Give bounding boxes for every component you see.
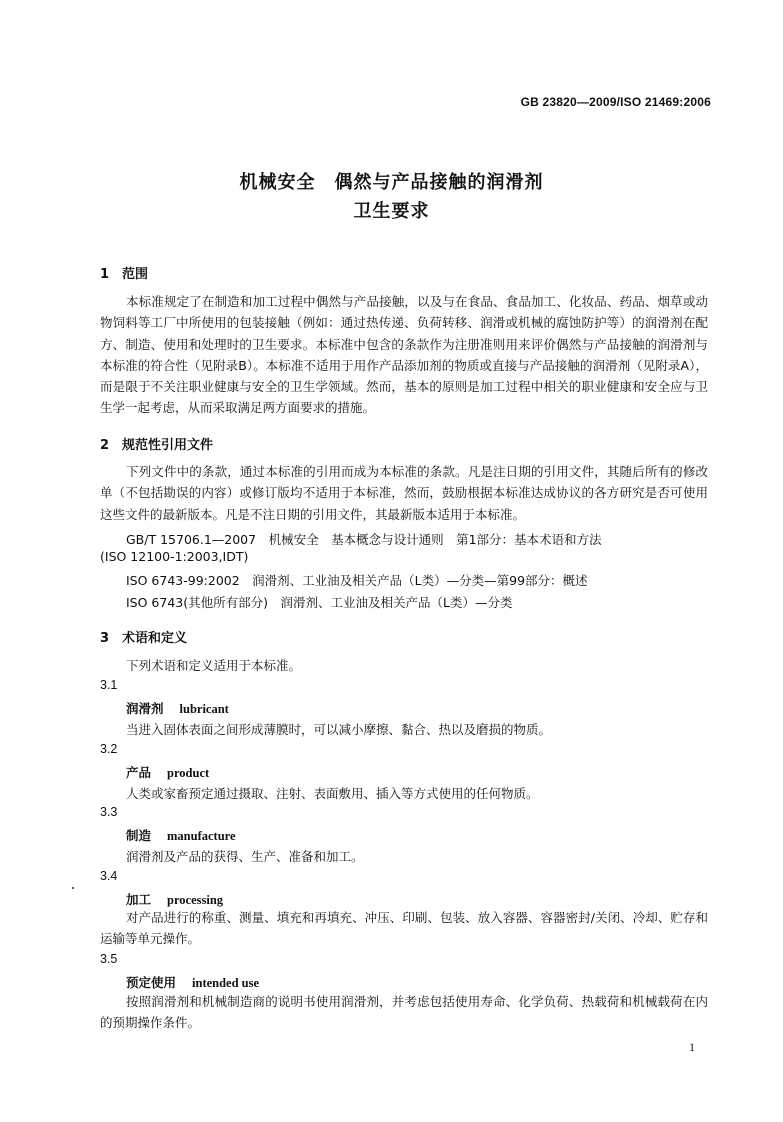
section-number: 3 xyxy=(100,631,110,646)
section-number: 1 xyxy=(100,267,110,282)
reference-item: (ISO 12100-1:2003,IDT) xyxy=(100,549,249,564)
term-heading xyxy=(126,973,259,991)
term-number: 3.3 xyxy=(100,805,118,819)
page-number: 1 xyxy=(689,1040,695,1054)
term-en: product xyxy=(167,766,210,780)
term-number: 3.4 xyxy=(100,869,118,883)
term-number: 3.1 xyxy=(100,678,118,692)
terms-intro: 下列术语和定义适用于本标准。 xyxy=(126,658,302,673)
document-title-line1: 机械安全 偶然与产品接触的润滑剂 xyxy=(239,172,544,193)
term-en: processing xyxy=(167,893,224,907)
term-en: intended use xyxy=(192,976,260,990)
reference-item: GB/T 15706.1—2007 机械安全 基本概念与设计通则 第1部分：基本术语和方法 xyxy=(126,532,602,547)
term-heading xyxy=(126,826,236,844)
scope-paragraph: 本标准规定了在制造和加工过程中偶然与产品接触，以及与在食品、食品加工、化妆品、药品、烟草或动物饲料等工厂中所使用的包装接触（例如：通过热传递、负荷转移、润滑或机械的腐蚀防护等）的润滑剂在配方、制造、使用和处理时的卫生要求。本标准中包含的条款作为注册准则用来评价偶然与产品接触的润滑剂与本标准的符合性（见附录B）。本标准不适用于用作产品添加剂的物质或直接与产品接触的润滑剂（见附录A），而是限于不关注职业健康与安全的卫生学领域。然而，基本的原则是加工过程中相关的职业健康和安全应与卫生学一起考虑，从而采取满足两方面要求的措施。 xyxy=(100,294,708,416)
reference-item: ISO 6743-99:2002 润滑剂、工业油及相关产品（L类）—分类—第99部分：概述 xyxy=(126,573,588,588)
term-definition: 按照润滑剂和机械制造商的说明书使用润滑剂，并考虑包括使用寿命、化学负荷、热载荷和机械载荷在内的预期操作条件。 xyxy=(100,994,708,1031)
document-title-line2: 卫生要求 xyxy=(353,201,430,222)
normative-paragraph: 下列文件中的条款，通过本标准的引用而成为本标准的条款。凡是注日期的引用文件，其随后所有的修改单（不包括勘误的内容）或修订版均不适用于本标准，然而，鼓励根据本标准达成协议的各方研究是否可使用这些文件的最新版本。凡是不注日期的引用文件，其最新版本适用于本标准。 xyxy=(100,464,708,522)
section-title: 范围 xyxy=(122,267,149,282)
section-number: 2 xyxy=(100,438,110,453)
section-3-heading xyxy=(100,627,187,646)
term-zh: 预定使用 xyxy=(126,975,177,990)
term-en: manufacture xyxy=(167,829,236,843)
standard-header: GB 23820—2009/ISO 21469:2006 xyxy=(520,95,711,109)
section-title: 术语和定义 xyxy=(122,631,188,646)
term-zh: 产品 xyxy=(126,765,152,780)
term-definition: 对产品进行的称重、测量、填充和再填充、冲压、印刷、包装、放入容器、容器密封/关闭、冷却、贮存和运输等单元操作。 xyxy=(100,910,708,947)
term-definition: 润滑剂及产品的获得、生产、准备和加工。 xyxy=(126,849,364,864)
term-heading xyxy=(126,699,229,717)
section-1-heading xyxy=(100,263,148,282)
reference-item: ISO 6743(其他所有部分) 润滑剂、工业油及相关产品（L类）—分类 xyxy=(126,595,513,610)
term-definition: 当进入固体表面之间形成薄膜时，可以减小摩擦、黏合、热以及磨损的物质。 xyxy=(126,722,552,737)
term-definition: 人类或家畜预定通过摄取、注射、表面敷用、插入等方式使用的任何物质。 xyxy=(126,786,539,801)
scan-speck xyxy=(72,887,74,889)
term-zh: 制造 xyxy=(126,828,152,843)
term-heading xyxy=(126,890,223,908)
section-title: 规范性引用文件 xyxy=(122,438,214,453)
term-number: 3.2 xyxy=(100,742,118,756)
term-en: lubricant xyxy=(179,702,229,716)
term-heading xyxy=(126,763,209,781)
term-number: 3.5 xyxy=(100,952,118,966)
term-zh: 加工 xyxy=(126,892,152,907)
section-2-heading xyxy=(100,434,213,453)
term-zh: 润滑剂 xyxy=(126,701,164,716)
